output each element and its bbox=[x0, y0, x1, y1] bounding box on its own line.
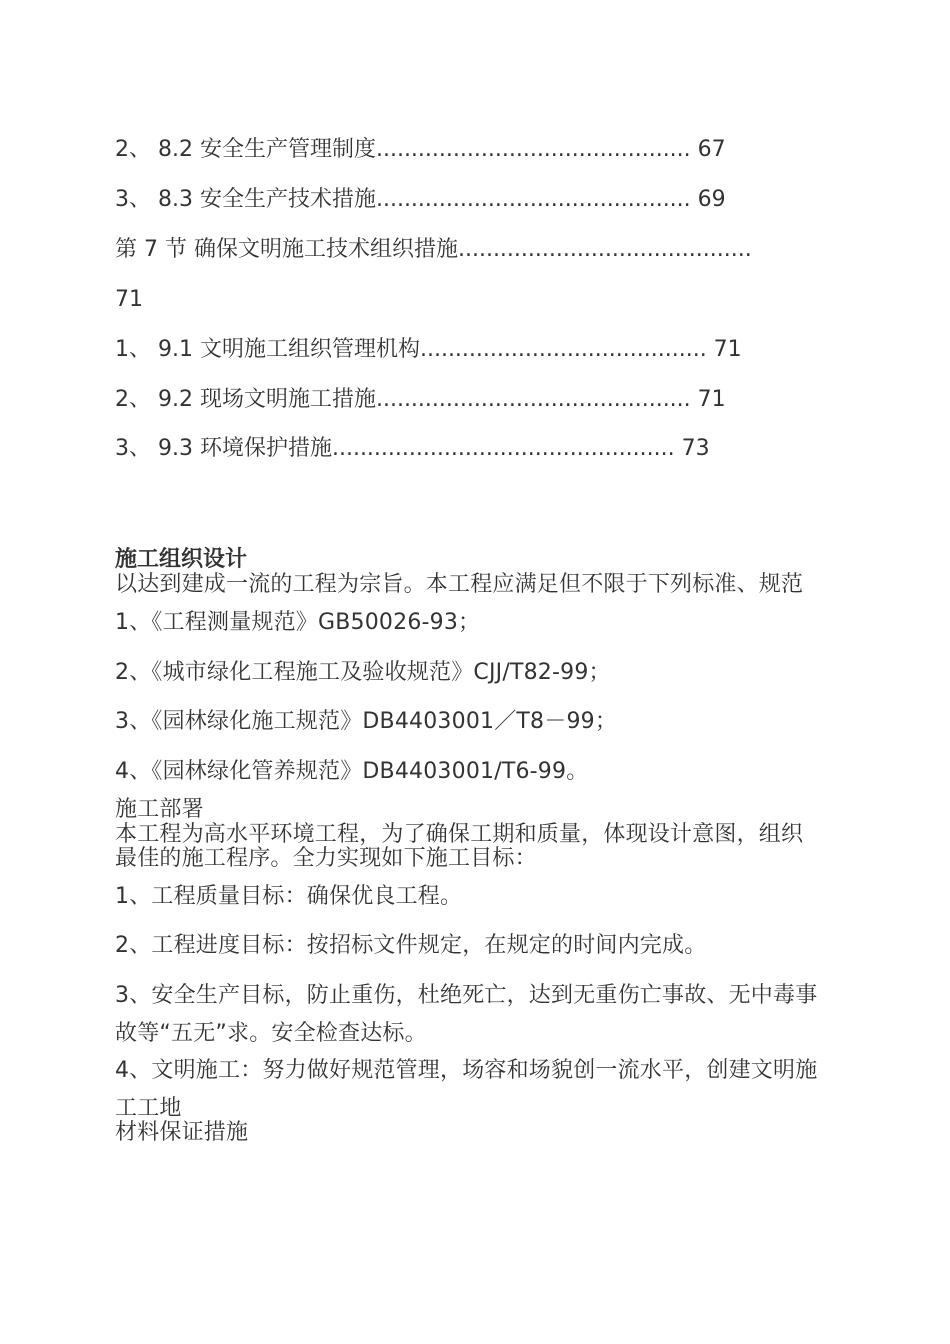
goal-item-3-line-2: 故等“五无”求。安全检查达标。 bbox=[115, 1021, 427, 1046]
section-title-materials: 材料保证措施 bbox=[115, 1120, 249, 1145]
standard-item-4: 4、《园林绿化管养规范》DB4403001/T6-99。 bbox=[115, 759, 589, 784]
standard-item-2: 2、《城市绿化工程施工及验收规范》CJJ/T82-99； bbox=[115, 660, 611, 685]
goal-item-3-line-1: 3、安全生产目标，防止重伤，杜绝死亡，达到无重伤亡事故、无中毒事 bbox=[115, 983, 818, 1008]
goal-item-4-line-1: 4、文明施工：努力做好规范管理，场容和场貌创一流水平，创建文明施 bbox=[115, 1058, 818, 1083]
toc-item-9-3: 3、 9.3 环境保护措施................................................. 73 bbox=[115, 436, 710, 461]
design-intro: 以达到建成一流的工程为宗旨。本工程应满足但不限于下列标准、规范 bbox=[115, 572, 804, 597]
standard-item-3: 3、《园林绿化施工规范》DB4403001／T8－99； bbox=[115, 709, 618, 734]
goal-item-2: 2、工程进度目标：按招标文件规定，在规定的时间内完成。 bbox=[115, 933, 707, 958]
toc-item-section-7: 第 7 节 确保文明施工技术组织措施.......................................... bbox=[115, 237, 752, 262]
toc-item-8-3: 3、 8.3 安全生产技术措施............................................. 69 bbox=[115, 187, 726, 212]
section-title-deployment: 施工部署 bbox=[115, 797, 204, 822]
deployment-paragraph-line-1: 本工程为高水平环境工程，为了确保工期和质量，体现设计意图，组织 bbox=[115, 822, 804, 847]
toc-item-9-2: 2、 9.2 现场文明施工措施............................................. 71 bbox=[115, 387, 726, 412]
toc-item-section-7-page: 71 bbox=[115, 287, 143, 312]
goal-item-4-line-2: 工工地 bbox=[115, 1096, 182, 1121]
standard-item-1: 1、《工程测量规范》GB50026-93； bbox=[115, 610, 481, 635]
section-title-design: 施工组织设计 bbox=[115, 547, 248, 572]
deployment-paragraph-line-2: 最佳的施工程序。全力实现如下施工目标： bbox=[115, 846, 537, 871]
toc-item-8-2: 2、 8.2 安全生产管理制度............................................. 67 bbox=[115, 137, 726, 162]
goal-item-1: 1、工程质量目标：确保优良工程。 bbox=[115, 884, 463, 909]
toc-item-9-1: 1、 9.1 文明施工组织管理机构......................................... 71 bbox=[115, 337, 742, 362]
